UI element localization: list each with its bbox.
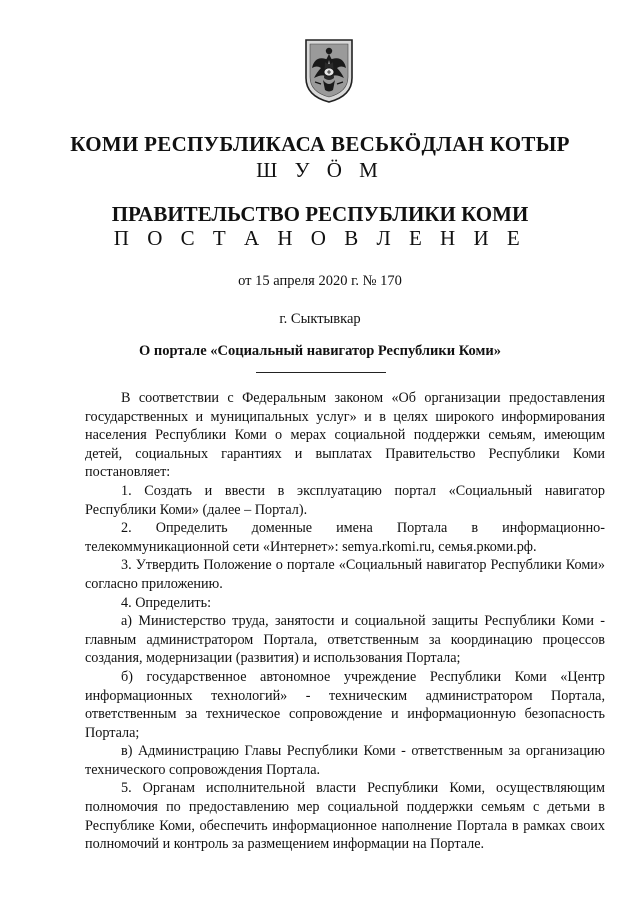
body-paragraph-item-2: 2. Определить доменные имена Портала в информационно-телекоммуникационной сети «Интернет»: semya.rkomi.ru, семья.ркоми.рф. — [85, 520, 605, 555]
body-paragraph-item-3: 3. Утвердить Положение о портале «Социальный навигатор Республики Коми» согласно приложению. — [85, 557, 605, 592]
document-city: г. Сыктывкар — [279, 311, 361, 327]
body-paragraph-item-1: 1. Создать и ввести в эксплуатацию портал «Социальный навигатор Республики Коми» (далее – Портал). — [85, 482, 605, 518]
body-paragraph-item-4b: б) государственное автономное учреждение Республики Коми «Центр информационных технологий» - техническим администратором Портала, ответственным за техническое сопровождение и информационную безопасность Портала; — [85, 668, 605, 741]
document-body — [85, 389, 605, 854]
government-title: ПРАВИТЕЛЬСТВО РЕСПУБЛИКИ КОМИ — [111, 202, 529, 226]
body-paragraph-item-4: 4. Определить: — [121, 594, 212, 611]
body-paragraph-item-5: 5. Органам исполнительной власти Республики Коми, осуществляющим полномочия по предоставлению мер социальной поддержки семьям с детьми в Республике Коми, обеспечить информационное наполнение Портала в рамках своих полномочий и контроль за размещением информации на Портале. — [85, 780, 605, 853]
document-date-number: от 15 апреля 2020 г. № 170 — [238, 273, 402, 289]
body-paragraph-preamble: В соответствии с Федеральным законом «Об организации предоставления государственных и муниципальных услуг» и в целях широкого информирования населения Республики Коми о мерах социальной поддержки семьям, имеющим детей, социальных гарантиях и выплатах Правительство Республики Коми постановляет: — [85, 390, 605, 481]
document-type: П О С Т А Н О В Л Е Н И Е — [113, 226, 527, 250]
komi-title: КОМИ РЕСПУБЛИКАСА ВЕСЬКÖДЛАН КОТЫР — [70, 132, 570, 156]
subject-underline — [256, 372, 386, 373]
komi-subtitle: Ш У Ö М — [256, 158, 384, 182]
document-subject: О портале «Социальный навигатор Республики Коми» — [139, 343, 501, 359]
body-paragraph-item-4c: в) Администрацию Главы Республики Коми - ответственным за организацию технического сопровождения Портала. — [85, 743, 605, 778]
komi-coat-of-arms-icon — [303, 38, 355, 104]
body-paragraph-item-4a: а) Министерство труда, занятости и социальной защиты Республики Коми - главным администратором Портала, ответственным за координацию процессов создания, модернизации (развития) и использования Портала; — [85, 613, 605, 667]
